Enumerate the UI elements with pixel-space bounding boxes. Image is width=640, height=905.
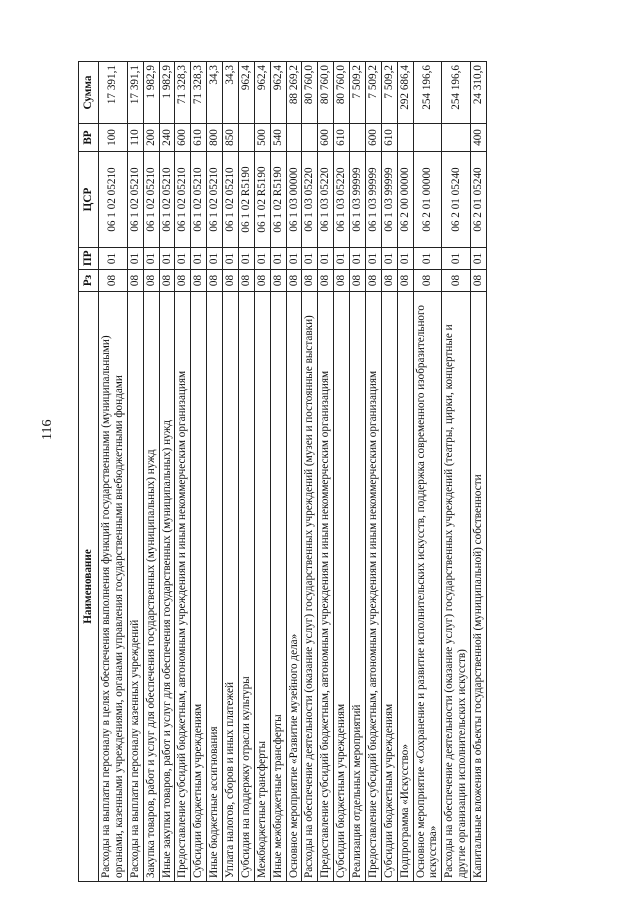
row-rz: 08 (381, 270, 397, 292)
table-row (223, 62, 239, 882)
row-csr: 06 1 02 05210 (207, 152, 223, 248)
row-name: Субсидии бюджетным учреждениям (191, 292, 207, 882)
row-name: Закупка товаров, работ и услуг для обеспечения государственных (муниципальных) нужд (143, 292, 159, 882)
row-pr: 01 (191, 248, 207, 270)
row-pr: 01 (238, 248, 254, 270)
row-rz: 08 (397, 270, 413, 292)
row-pr: 01 (318, 248, 334, 270)
col-header-rz: Рз (79, 270, 99, 292)
row-sum: 7 509,2 (350, 62, 366, 124)
row-name: Иные бюджетные ассигнования (207, 292, 223, 882)
row-sum: 34,3 (207, 62, 223, 124)
row-csr: 06 1 03 99999 (365, 152, 381, 248)
row-vr: 240 (159, 124, 175, 152)
row-name: Расходы на выплаты персоналу казенных учреждений (127, 292, 143, 882)
row-rz: 08 (270, 270, 286, 292)
table-row (191, 62, 207, 882)
row-name: Расходы на обеспечение деятельности (оказание услуг) государственных учреждений (театры, цирки, концертные и другие организации исполнительских искусств) (442, 292, 471, 882)
row-vr: 100 (99, 124, 128, 152)
row-name: Основное мероприятие «Сохранение и развитие исполнительских искусств, поддержка современного изобразительного искусства» (413, 292, 442, 882)
row-vr: 600 (175, 124, 191, 152)
row-name: Межбюджетные трансферты (254, 292, 270, 882)
table-row (318, 62, 334, 882)
row-sum: 962,4 (238, 62, 254, 124)
table-row (207, 62, 223, 882)
row-vr: 800 (207, 124, 223, 152)
row-vr: 610 (191, 124, 207, 152)
table-row (334, 62, 350, 882)
row-rz: 08 (207, 270, 223, 292)
row-sum: 88 269,2 (286, 62, 302, 124)
row-rz: 08 (471, 270, 487, 292)
table-row (99, 62, 128, 882)
row-rz: 08 (143, 270, 159, 292)
row-csr: 06 1 02 05210 (223, 152, 239, 248)
rotated-table-wrapper (78, 62, 528, 882)
col-header-csr: ЦСР (79, 152, 99, 248)
row-csr: 06 1 02 R5190 (238, 152, 254, 248)
row-name: Предоставление субсидий бюджетным, автономным учреждениям и иным некоммерческим организациям (365, 292, 381, 882)
row-sum: 1 982,9 (159, 62, 175, 124)
header-row (79, 62, 99, 882)
row-pr: 01 (99, 248, 128, 270)
row-pr: 01 (442, 248, 471, 270)
budget-table (78, 61, 487, 882)
row-rz: 08 (238, 270, 254, 292)
row-csr: 06 1 03 05220 (318, 152, 334, 248)
row-csr: 06 1 02 R5190 (254, 152, 270, 248)
row-vr: 200 (143, 124, 159, 152)
table-row (350, 62, 366, 882)
table-row (159, 62, 175, 882)
row-vr (442, 124, 471, 152)
row-csr: 06 2 01 05240 (442, 152, 471, 248)
page-number: 116 (40, 419, 55, 440)
row-rz: 08 (365, 270, 381, 292)
row-rz: 08 (442, 270, 471, 292)
row-pr: 01 (397, 248, 413, 270)
table-body (99, 62, 487, 882)
row-vr: 600 (318, 124, 334, 152)
row-name: Основное мероприятие «Развитие музейного дела» (286, 292, 302, 882)
row-pr: 01 (286, 248, 302, 270)
row-sum: 17 391,1 (99, 62, 128, 124)
row-name: Иные межбюджетные трансферты (270, 292, 286, 882)
row-name: Субсидия на поддержку отрасли культуры (238, 292, 254, 882)
row-pr: 01 (381, 248, 397, 270)
row-csr: 06 1 02 05210 (159, 152, 175, 248)
table-row (175, 62, 191, 882)
row-vr: 610 (381, 124, 397, 152)
row-pr: 01 (159, 248, 175, 270)
col-header-sum: Сумма (79, 62, 99, 124)
row-pr: 01 (270, 248, 286, 270)
row-pr: 01 (127, 248, 143, 270)
table-row (270, 62, 286, 882)
row-name: Субсидии бюджетным учреждениям (381, 292, 397, 882)
row-sum: 7 509,2 (365, 62, 381, 124)
row-sum: 24 310,0 (471, 62, 487, 124)
row-rz: 08 (350, 270, 366, 292)
row-pr: 01 (223, 248, 239, 270)
col-header-pr: ПР (79, 248, 99, 270)
row-name: Расходы на выплаты персоналу в целях обеспечения выполнения функций государственными (муниципальными) органами, казенными учреждениями, органами управления государственными внебюджетными фондами (99, 292, 128, 882)
row-vr (397, 124, 413, 152)
row-csr: 06 1 03 00000 (286, 152, 302, 248)
row-name: Капитальные вложения в объекты государственной (муниципальной) собственности (471, 292, 487, 882)
row-sum: 962,4 (254, 62, 270, 124)
row-pr: 01 (350, 248, 366, 270)
row-pr: 01 (254, 248, 270, 270)
row-vr: 850 (223, 124, 239, 152)
col-header-name: Наименование (79, 292, 99, 882)
row-vr: 400 (471, 124, 487, 152)
row-csr: 06 2 01 05240 (471, 152, 487, 248)
row-rz: 08 (334, 270, 350, 292)
row-csr: 06 1 02 05210 (143, 152, 159, 248)
table-row (302, 62, 318, 882)
table-row (254, 62, 270, 882)
row-pr: 01 (365, 248, 381, 270)
row-rz: 08 (254, 270, 270, 292)
table-row (397, 62, 413, 882)
row-rz: 08 (191, 270, 207, 292)
row-pr: 01 (471, 248, 487, 270)
row-name: Уплата налогов, сборов и иных платежей (223, 292, 239, 882)
row-name: Расходы на обеспечение деятельности (оказание услуг) государственных учреждений (музеи и постоянные выставки) (302, 292, 318, 882)
table-row (286, 62, 302, 882)
row-sum: 71 328,3 (175, 62, 191, 124)
row-csr: 06 1 02 05210 (127, 152, 143, 248)
row-sum: 292 686,4 (397, 62, 413, 124)
table-row (127, 62, 143, 882)
row-name: Предоставление субсидий бюджетным, автономным учреждениям и иным некоммерческим организациям (318, 292, 334, 882)
row-pr: 01 (175, 248, 191, 270)
row-csr: 06 1 02 R5190 (270, 152, 286, 248)
row-sum: 254 196,6 (442, 62, 471, 124)
table-row (413, 62, 442, 882)
row-sum: 80 760,0 (334, 62, 350, 124)
row-sum: 254 196,6 (413, 62, 442, 124)
row-vr (286, 124, 302, 152)
row-rz: 08 (99, 270, 128, 292)
row-csr: 06 2 01 00000 (413, 152, 442, 248)
row-sum: 80 760,0 (318, 62, 334, 124)
row-name: Иные закупки товаров, работ и услуг для обеспечения государственных (муниципальных) нужд (159, 292, 175, 882)
row-sum: 17 391,1 (127, 62, 143, 124)
row-vr: 110 (127, 124, 143, 152)
row-csr: 06 1 02 05210 (175, 152, 191, 248)
row-pr: 01 (143, 248, 159, 270)
row-csr: 06 1 03 05220 (302, 152, 318, 248)
row-vr (302, 124, 318, 152)
row-vr (350, 124, 366, 152)
row-vr: 610 (334, 124, 350, 152)
row-csr: 06 1 02 05210 (191, 152, 207, 248)
row-csr: 06 1 03 99999 (381, 152, 397, 248)
row-vr: 600 (365, 124, 381, 152)
table-row (365, 62, 381, 882)
row-rz: 08 (223, 270, 239, 292)
row-name: Подпрограмма «Искусство» (397, 292, 413, 882)
row-sum: 71 328,3 (191, 62, 207, 124)
row-sum: 80 760,0 (302, 62, 318, 124)
row-name: Субсидии бюджетным учреждениям (334, 292, 350, 882)
row-rz: 08 (175, 270, 191, 292)
row-rz: 08 (302, 270, 318, 292)
row-rz: 08 (159, 270, 175, 292)
row-pr: 01 (302, 248, 318, 270)
table-row (381, 62, 397, 882)
row-csr: 06 1 03 05220 (334, 152, 350, 248)
row-pr: 01 (334, 248, 350, 270)
row-rz: 08 (127, 270, 143, 292)
col-header-vr: ВР (79, 124, 99, 152)
row-name: Предоставление субсидий бюджетным, автономным учреждениям и иным некоммерческим организациям (175, 292, 191, 882)
table-row (238, 62, 254, 882)
row-vr: 500 (254, 124, 270, 152)
row-sum: 34,3 (223, 62, 239, 124)
row-csr: 06 1 02 05210 (99, 152, 128, 248)
row-vr: 540 (270, 124, 286, 152)
table-row (143, 62, 159, 882)
row-csr: 06 1 03 99999 (350, 152, 366, 248)
table-row (442, 62, 471, 882)
table-row (471, 62, 487, 882)
row-rz: 08 (286, 270, 302, 292)
row-rz: 08 (413, 270, 442, 292)
row-sum: 7 509,2 (381, 62, 397, 124)
row-rz: 08 (318, 270, 334, 292)
row-vr (238, 124, 254, 152)
row-pr: 01 (207, 248, 223, 270)
row-vr (413, 124, 442, 152)
row-pr: 01 (413, 248, 442, 270)
row-sum: 1 982,9 (143, 62, 159, 124)
row-name: Реализация отдельных мероприятий (350, 292, 366, 882)
row-csr: 06 2 00 00000 (397, 152, 413, 248)
row-sum: 962,4 (270, 62, 286, 124)
